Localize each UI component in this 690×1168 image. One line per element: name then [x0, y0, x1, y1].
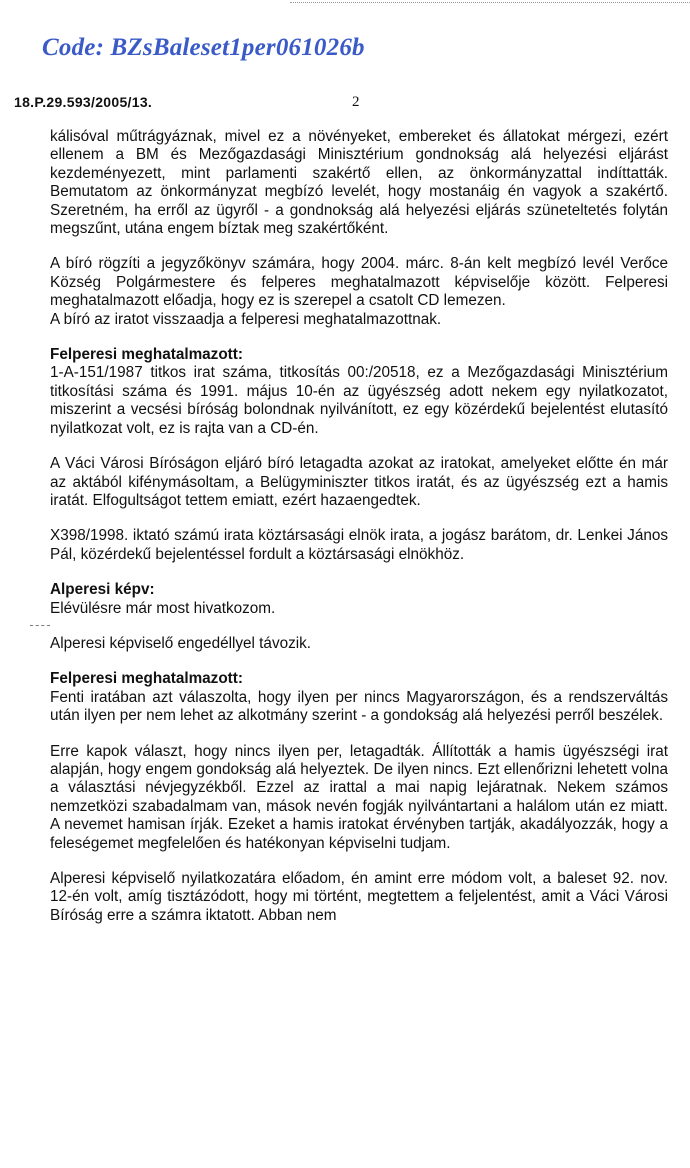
speaker-heading: Felperesi meghatalmazott: — [50, 670, 243, 688]
speaker-heading: Felperesi meghatalmazott: — [50, 346, 243, 364]
document-body — [50, 128, 668, 925]
paragraph: Fenti iratában azt válaszolta, hogy ilyen per nincs Magyarországon, és a rendszerváltás után ilyen per nem lehet az alkotmány szerint - a gondokság alá helyezési perről beszélek. — [50, 688, 668, 725]
paragraph: A bíró az iratot visszaadja a felperesi meghatalmazottnak. — [50, 310, 442, 328]
paragraph: A Váci Városi Bíróságon eljáró bíró letagadta azokat az iratokat, amelyeket előtte én már az aktából kifénymásoltam, a Belügyminiszter titkos iratát, és az ügyészség ezt a hamis iratát. Elfogultságot tettem emiatt, ezért hazaengedtek. — [50, 455, 668, 509]
speaker-heading: Alperesi képv: — [50, 581, 155, 599]
paragraph: A bíró rögzíti a jegyzőkönyv számára, hogy 2004. márc. 8-án kelt megbízó levél Verőce Község Polgármestere és felperes meghatalmazott képviselője között. Felperesi meghatalmazott előadja, hogy ez is szerepel a csatolt CD lemezen. — [50, 255, 668, 310]
paragraph: Alperesi képviselő nyilatkozatára előadom, én amint erre módom volt, a baleset 92. nov. 12-én volt, amíg tisztázódott, hogy mi történt, megtettem a feljelentést, amit a Váci Városi Bíróság erre a számra iktatott. Abban nem — [50, 870, 668, 924]
document-code: Code: BZsBaleset1per061026b — [42, 34, 365, 61]
paragraph: Alperesi képviselő engedéllyel távozik. — [50, 634, 312, 652]
scan-top-line — [290, 2, 690, 3]
scan-margin-mark — [30, 625, 50, 626]
paragraph: Elévülésre már most hivatkozom. — [50, 599, 276, 617]
case-number: 18.P.29.593/2005/13. — [14, 94, 153, 110]
paragraph: Erre kapok választ, hogy nincs ilyen per, letagadták. Állították a hamis ügyészségi irat alapján, hogy engem gondokság alá helyeztek. De ilyen nincs. Ezt ellenőrizni lehetett volna a választási névjegyzékből. Ezzel az irattal a mai napig lejáratnak. Nekem számos nemzetközi szabadalmam van, mások nevén fogják nyilvántartani a halálom után ez miatt. A nevemet hamisan írják. Ezeket a hamis iratokat érvényben tartják, akadályozzák, hogy a feleségemet megfelelően és hatékonyan képviselni tudjam. — [50, 742, 668, 852]
page-number: 2 — [352, 94, 360, 110]
paragraph: 1-A-151/1987 titkos irat száma, titkosítás 00:/20518, ez a Mezőgazdasági Minisztérium titkosítási száma és 1991. május 10-én az ügyészség adott nekem egy nyilatkozatot, miszerint a vecsési bíróság bolondnak nyilvánított, ez egy közérdekű bejelentést elutasító nyilatkozat volt, ez is rajta van a CD-én. — [50, 364, 668, 437]
paragraph: X398/1998. iktató számú irata köztársasági elnök irata, a jogász barátom, dr. Lenkei János Pál, közérdekű bejelentéssel fordult a köztársasági elnökhöz. — [50, 527, 668, 563]
paragraph: kálisóval műtrágyáznak, mivel ez a növényeket, embereket és állatokat mérgezi, ezért ellenem a BM és Mezőgazdasági Minisztérium gondnokság alá helyezési eljárást kezdeményezett, mint parlamenti szakértő ellen, az önkormányzattal indíttatták. Bemutatom az önkormányzat megbízó levelét, hogy mostanáig én vagyok a szakértő. Szeretném, ha erről az ügyről - a gondnokság alá helyezési eljárás szüneteltetés folytán megszűnt, utána engem bíztak meg szakértőként. — [50, 128, 668, 238]
